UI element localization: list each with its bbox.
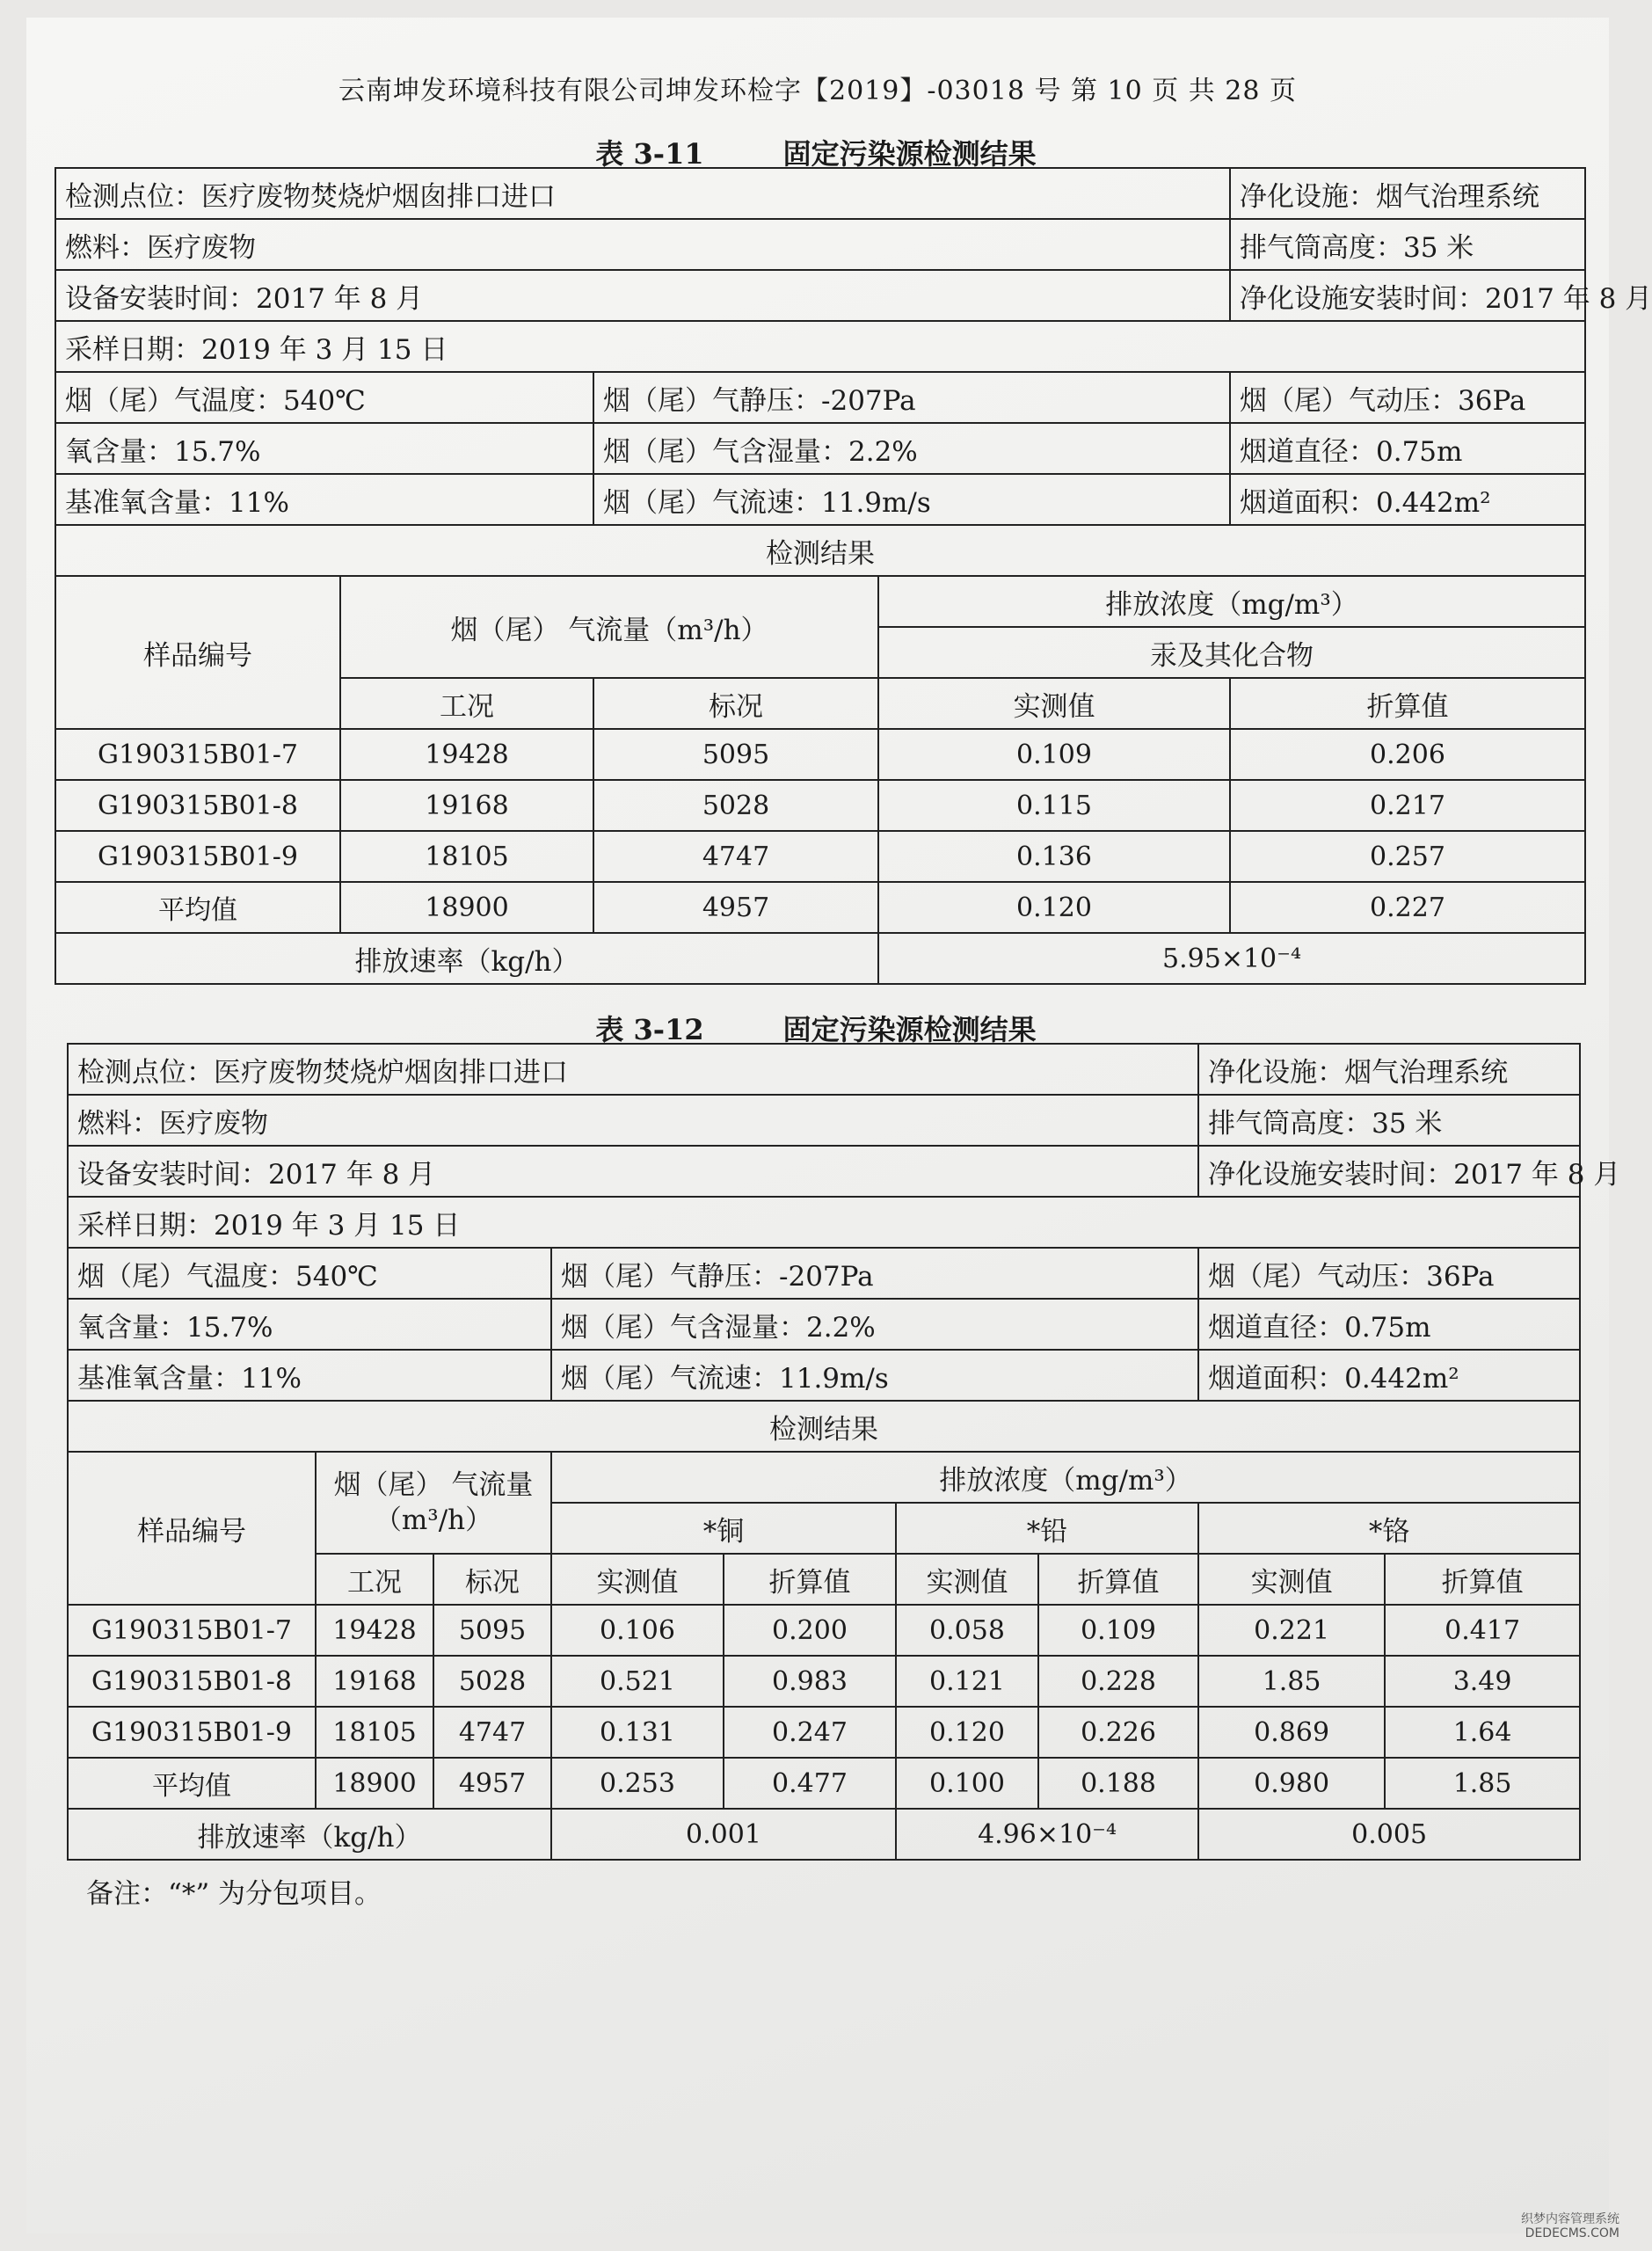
flow-std: 4957 xyxy=(593,882,878,933)
flow-std: 5028 xyxy=(433,1656,551,1707)
table2-static-pressure: 烟（尾）气静压：-207Pa xyxy=(551,1248,1198,1299)
page-header: 云南坤发环境科技有限公司坤发环检字【2019】-03018 号 第 10 页 共 28 页 xyxy=(338,76,1298,106)
table-row xyxy=(55,831,1585,882)
watermark-line1: 织梦内容管理系统 xyxy=(1521,2212,1619,2226)
flow-std: 5095 xyxy=(433,1605,551,1656)
flow-work: 18105 xyxy=(316,1707,433,1758)
table1-col-flow: 烟（尾） 气流量（m³/h） xyxy=(340,576,878,678)
table1-base-oxygen: 基准氧含量：11% xyxy=(55,474,593,525)
table1-dynamic-pressure: 烟（尾）气动压：36Pa xyxy=(1230,372,1585,423)
converted-value: 0.257 xyxy=(1230,831,1585,882)
flow-std: 5028 xyxy=(593,780,878,831)
table1-purify: 净化设施：烟气治理系统 xyxy=(1230,168,1585,219)
measured-value: 0.120 xyxy=(878,882,1230,933)
table1-col-measured: 实测值 xyxy=(878,678,1230,729)
table2-col-cu: *铜 xyxy=(551,1503,896,1554)
measured-value: 0.136 xyxy=(878,831,1230,882)
cr-converted: 3.49 xyxy=(1385,1656,1580,1707)
table2-point: 检测点位：医疗废物焚烧炉烟囱排口进口 xyxy=(68,1044,1198,1095)
table2-col-std: 标况 xyxy=(433,1554,551,1605)
sample-id: 平均值 xyxy=(55,882,340,933)
table-row xyxy=(55,780,1585,831)
flow-work: 19168 xyxy=(316,1656,433,1707)
table2-col-pb: *铅 xyxy=(896,1503,1198,1554)
pb-converted: 0.188 xyxy=(1038,1758,1198,1809)
table2-col-cr-converted: 折算值 xyxy=(1385,1554,1580,1605)
table1-velocity: 烟（尾）气流速：11.9m/s xyxy=(593,474,1230,525)
pb-measured: 0.121 xyxy=(896,1656,1038,1707)
cr-converted: 1.64 xyxy=(1385,1707,1580,1758)
table2-velocity: 烟（尾）气流速：11.9m/s xyxy=(551,1350,1198,1401)
flow-std: 4747 xyxy=(593,831,878,882)
table1-results-title: 检测结果 xyxy=(55,525,1585,576)
table2-base-oxygen: 基准氧含量：11% xyxy=(68,1350,551,1401)
flow-work: 19428 xyxy=(340,729,593,780)
table-row xyxy=(55,882,1585,933)
flow-work: 19168 xyxy=(340,780,593,831)
table2-col-cu-measured: 实测值 xyxy=(551,1554,724,1605)
table2-humidity: 烟（尾）气含湿量：2.2% xyxy=(551,1299,1198,1350)
sample-id: G190315B01-9 xyxy=(68,1707,316,1758)
table1-area: 烟道面积：0.442m² xyxy=(1230,474,1585,525)
sample-id: G190315B01-9 xyxy=(55,831,340,882)
cu-converted: 0.477 xyxy=(724,1758,896,1809)
table1-humidity: 烟（尾）气含湿量：2.2% xyxy=(593,423,1230,474)
table1-sample-date: 采样日期：2019 年 3 月 15 日 xyxy=(55,321,1585,372)
sample-id: G190315B01-7 xyxy=(55,729,340,780)
table2-col-conc: 排放浓度（mg/m³） xyxy=(551,1452,1580,1503)
table1 xyxy=(55,167,1652,985)
table1-col-pollutant: 汞及其化合物 xyxy=(878,627,1585,678)
flow-std: 5095 xyxy=(593,729,878,780)
pb-measured: 0.058 xyxy=(896,1605,1038,1656)
cu-converted: 0.983 xyxy=(724,1656,896,1707)
cu-converted: 0.200 xyxy=(724,1605,896,1656)
table1-col-conc: 排放浓度（mg/m³） xyxy=(878,576,1585,627)
cr-converted: 0.417 xyxy=(1385,1605,1580,1656)
table1-point: 检测点位：医疗废物焚烧炉烟囱排口进口 xyxy=(55,168,1230,219)
sample-id: G190315B01-8 xyxy=(55,780,340,831)
table2-col-cu-converted: 折算值 xyxy=(724,1554,896,1605)
table1-col-sample: 样品编号 xyxy=(55,576,340,729)
table2-col-flow-line1: 烟（尾） 气流量 xyxy=(333,1469,534,1501)
table1-rate-value: 5.95×10⁻⁴ xyxy=(878,933,1585,984)
table2-oxygen: 氧含量：15.7% xyxy=(68,1299,551,1350)
table2-area: 烟道面积：0.442m² xyxy=(1198,1350,1580,1401)
table2-sample-date: 采样日期：2019 年 3 月 15 日 xyxy=(68,1197,1580,1248)
cu-measured: 0.521 xyxy=(551,1656,724,1707)
table-row xyxy=(68,1656,1580,1707)
table1-caption-number: 表 3-11 xyxy=(595,137,704,171)
converted-value: 0.227 xyxy=(1230,882,1585,933)
table2-purify: 净化设施：烟气治理系统 xyxy=(1198,1044,1580,1095)
table-row xyxy=(68,1605,1580,1656)
table2-gas-temp: 烟（尾）气温度：540℃ xyxy=(68,1248,551,1299)
table2-col-pb-converted: 折算值 xyxy=(1038,1554,1198,1605)
table1-fuel: 燃料：医疗废物 xyxy=(55,219,1230,270)
cr-converted: 1.85 xyxy=(1385,1758,1580,1809)
table2-caption-title: 固定污染源检测结果 xyxy=(782,1013,1037,1046)
table2-purify-install: 净化设施安装时间：2017 年 8 月 xyxy=(1198,1146,1580,1197)
table1-diameter: 烟道直径：0.75m xyxy=(1230,423,1585,474)
converted-value: 0.206 xyxy=(1230,729,1585,780)
pb-converted: 0.228 xyxy=(1038,1656,1198,1707)
flow-work: 18900 xyxy=(316,1758,433,1809)
table2-rate-label: 排放速率（kg/h） xyxy=(68,1809,551,1860)
cu-measured: 0.106 xyxy=(551,1605,724,1656)
table2-col-flow xyxy=(316,1452,551,1554)
measured-value: 0.115 xyxy=(878,780,1230,831)
table2-rate-cr: 0.005 xyxy=(1198,1809,1580,1860)
cr-measured: 0.980 xyxy=(1198,1758,1385,1809)
table2-rate-pb: 4.96×10⁻⁴ xyxy=(896,1809,1198,1860)
sample-id: G190315B01-8 xyxy=(68,1656,316,1707)
cu-measured: 0.253 xyxy=(551,1758,724,1809)
table2-col-pb-measured: 实测值 xyxy=(896,1554,1038,1605)
table2-dynamic-pressure: 烟（尾）气动压：36Pa xyxy=(1198,1248,1580,1299)
footnote: 备注：“*” 为分包项目。 xyxy=(86,1878,382,1910)
cr-measured: 1.85 xyxy=(1198,1656,1385,1707)
pb-converted: 0.109 xyxy=(1038,1605,1198,1656)
table2-col-work: 工况 xyxy=(316,1554,433,1605)
sample-id: 平均值 xyxy=(68,1758,316,1809)
flow-std: 4747 xyxy=(433,1707,551,1758)
table1-static-pressure: 烟（尾）气静压：-207Pa xyxy=(593,372,1230,423)
cu-measured: 0.131 xyxy=(551,1707,724,1758)
table1-caption-title: 固定污染源检测结果 xyxy=(782,137,1037,171)
table1-install-time: 设备安装时间：2017 年 8 月 xyxy=(55,270,1230,321)
cr-measured: 0.869 xyxy=(1198,1707,1385,1758)
table2-stack-height: 排气筒高度：35 米 xyxy=(1198,1095,1580,1146)
table2-col-cr-measured: 实测值 xyxy=(1198,1554,1385,1605)
flow-std: 4957 xyxy=(433,1758,551,1809)
watermark xyxy=(1521,2212,1619,2240)
table2-col-flow-line2: （m³/h） xyxy=(374,1504,493,1536)
flow-work: 18900 xyxy=(340,882,593,933)
pb-converted: 0.226 xyxy=(1038,1707,1198,1758)
table2-col-cr: *铬 xyxy=(1198,1503,1580,1554)
table-row xyxy=(55,729,1585,780)
measured-value: 0.109 xyxy=(878,729,1230,780)
table-row xyxy=(68,1758,1580,1809)
table1-purify-install: 净化设施安装时间：2017 年 8 月 xyxy=(1230,270,1585,321)
table1-oxygen: 氧含量：15.7% xyxy=(55,423,593,474)
watermark-line2: DEDECMS.COM xyxy=(1525,2226,1619,2240)
table1-col-std: 标况 xyxy=(593,678,878,729)
pb-measured: 0.120 xyxy=(896,1707,1038,1758)
table2-fuel: 燃料：医疗废物 xyxy=(68,1095,1198,1146)
table1-stack-height: 排气筒高度：35 米 xyxy=(1230,219,1585,270)
table2-col-sample: 样品编号 xyxy=(68,1452,316,1605)
table2-install-time: 设备安装时间：2017 年 8 月 xyxy=(68,1146,1198,1197)
converted-value: 0.217 xyxy=(1230,780,1585,831)
cr-measured: 0.221 xyxy=(1198,1605,1385,1656)
cu-converted: 0.247 xyxy=(724,1707,896,1758)
flow-work: 18105 xyxy=(340,831,593,882)
table1-col-converted: 折算值 xyxy=(1230,678,1585,729)
table2-diameter: 烟道直径：0.75m xyxy=(1198,1299,1580,1350)
table2-results-title: 检测结果 xyxy=(68,1401,1580,1452)
table2 xyxy=(67,1043,1621,1861)
table1-gas-temp: 烟（尾）气温度：540℃ xyxy=(55,372,593,423)
flow-work: 19428 xyxy=(316,1605,433,1656)
table1-col-work: 工况 xyxy=(340,678,593,729)
table-row xyxy=(68,1707,1580,1758)
table1-rate-label: 排放速率（kg/h） xyxy=(55,933,878,984)
sample-id: G190315B01-7 xyxy=(68,1605,316,1656)
table2-caption-number: 表 3-12 xyxy=(595,1013,704,1046)
pb-measured: 0.100 xyxy=(896,1758,1038,1809)
table2-rate-cu: 0.001 xyxy=(551,1809,896,1860)
